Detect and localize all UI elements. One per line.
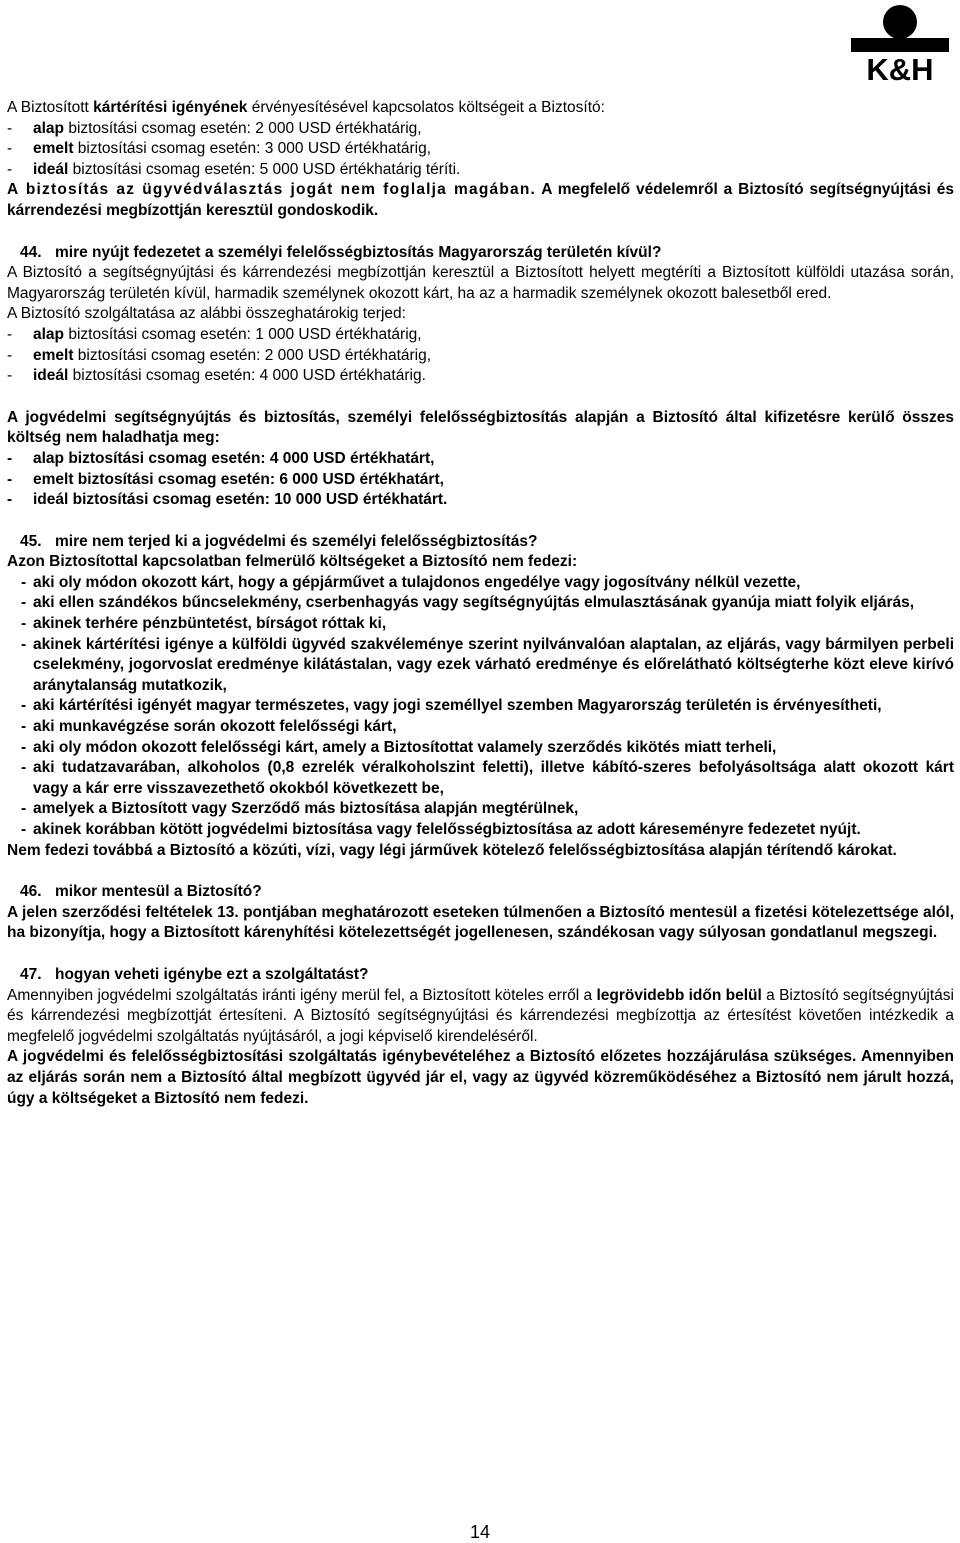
list-item: - aki oly módon okozott felelősségi kárt, amely a Biztosítottat valamely szerződés kikötés miatt terheli, [21,738,777,756]
list-item: - aki munkavégzése során okozott felelősségi kárt, [21,718,397,736]
total-limits-paragraph: A jogvédelmi segítségnyújtás és biztosítás, személyi felelősségbiztosítás alapján a Biztosító által kifizetésre kerülő összes költség nem haladhatja meg: [7,408,954,447]
list-item: - akinek terhére pénzbüntetést, bírságot róttak ki, [21,615,387,633]
document-body [7,98,954,1109]
list-item: - aki ellen szándékos bűncselekmény, cserbenhagyás vagy segítségnyújtás elmulasztásának gyanúja miatt folyik eljárás, [21,594,915,612]
list-item: - alap biztosítási csomag esetén: 1 000 USD értékhatárig, [7,325,422,343]
section-44-heading: 44. mire nyújt fedezetet a személyi felelősségbiztosítás Magyarország területén kívül? [20,243,662,261]
list-item: - ideál biztosítási csomag esetén: 10 000 USD értékhatárt. [7,491,448,509]
list-item: - emelt biztosítási csomag esetén: 6 000 USD értékhatárt, [7,470,444,488]
section-47-heading: 47. hogyan veheti igénybe ezt a szolgáltatást? [20,965,369,983]
section-44-limits-intro: A Biztosító szolgáltatása az alábbi összeghatárokig terjed: [7,305,406,323]
logo-text: K&H [866,52,934,82]
list-item: - emelt biztosítási csomag esetén: 3 000 USD értékhatárig, [7,140,432,158]
list-item: - ideál biztosítási csomag esetén: 4 000 USD értékhatárig. [7,367,426,385]
section-45-closing: Nem fedezi továbbá a Biztosító a közúti, vízi, vagy légi járművek kötelező felelősségbiztosítása alapján térítendő károkat. [7,841,897,859]
intro-paragraph: A Biztosított kártérítési igényének érvényesítésével kapcsolatos költségeit a Biztosító: [7,99,605,116]
list-item: - alap biztosítási csomag esetén: 4 000 USD értékhatárt, [7,449,435,467]
list-item: - amelyek a Biztosított vagy Szerződő más biztosítása alapján megtérülnek, [21,800,579,818]
list-item: - akinek kártérítési igénye a külföldi ügyvéd szakvéleménye szerint nyilvánvalóan alaptalan, az eljárás, vagy bármilyen perbeli cselekmény, jogorvoslat eredménye kilátástalan, vagy ezek várható eredménye és előrelátható költségterhe közt eleve kirívó aránytalanság mutatkozik, [21,635,954,694]
section-46-paragraph: A jelen szerződési feltételek 13. pontjában meghatározott eseteken túlmenően a Biztosító mentesül a fizetési kötelezettsége alól, ha bizonyítja, hogy a Biztosított kárenyhítési kötelezettségét jogellenesen, szándékosan vagy súlyosan gondatlanul megszegi. [7,903,954,942]
section-44-paragraph: A Biztosító a segítségnyújtási és kárrendezési megbízottján keresztül a Biztosított helyett megtéríti a Biztosított külföldi utazása során, Magyarország területén kívül, harmadik személynek okozott kárt, ha az a harmadik személynek okozott balesetből ered. [7,264,954,302]
list-item: - aki tudatzavarában, alkoholos (0,8 ezrelék véralkoholszint feletti), illetve kábító-szeres befolyásoltsága alatt okozott kárt vagy a kár erre visszavezethető okokból következett be, [21,759,954,797]
list-item: - akinek korábban kötött jogvédelmi biztosítása vagy felelősségbiztosítása az adott káreseményre fedezetet nyújt. [21,821,861,838]
section-47-consent: A jogvédelmi és felelősségbiztosítási szolgáltatás igénybevételéhez a Biztosító előzetes hozzájárulása szükséges. Amennyiben az eljárás során nem a Biztosító által megbízott ügyvéd jár el, vagy az ügyvéd közreműködéséhez a Biztosító nem járult hozzá, úgy a költségeket a Biztosító nem fedezi. [7,1048,954,1107]
section-47-paragraph: Amennyiben jogvédelmi szolgáltatás iránti igény merül fel, a Biztosított köteles erről a legrövidebb időn belül a Biztosító segítségnyújtási és kárrendezési megbízottját értesíteni. A Biztosító segítségnyújtási és kárrendezési megbízottja az értesítést követően intézkedik a megfelelő jogvédelmi szolgáltatás nyújtásáról, a jogi képviselő kirendeléséről. [7,986,954,1045]
list-item: - alap biztosítási csomag esetén: 2 000 USD értékhatárig, [7,119,422,137]
list-item: - emelt biztosítási csomag esetén: 2 000 USD értékhatárig, [7,346,432,364]
intro-note: A biztosítás az ügyvédválasztás jogát nem foglalja magában. A megfelelő védelemről a Biztosító segítségnyújtási és kárrendezési megbízottján keresztül gondoskodik. [7,181,954,219]
list-item: - aki oly módon okozott kárt, hogy a gépjárművet a tulajdonos engedélye vagy jogosítvány nélkül vezette, [21,573,801,591]
section-45-heading: 45. mire nem terjed ki a jogvédelmi és személyi felelősségbiztosítás? [20,532,538,550]
section-45-intro: Azon Biztosítottal kapcsolatban felmerülő költségeket a Biztosító nem fedezi: [7,553,578,571]
section-46-heading: 46. mikor mentesül a Biztosító? [20,883,262,901]
list-item: - ideál biztosítási csomag esetén: 5 000 USD értékhatárig téríti. [7,160,461,178]
list-item: - aki kártérítési igényét magyar természetes, vagy jogi személlyel szemben Magyarország területén is érvényesítheti, [21,697,882,715]
kh-logo [847,2,953,82]
page-number: 14 [469,1522,491,1542]
